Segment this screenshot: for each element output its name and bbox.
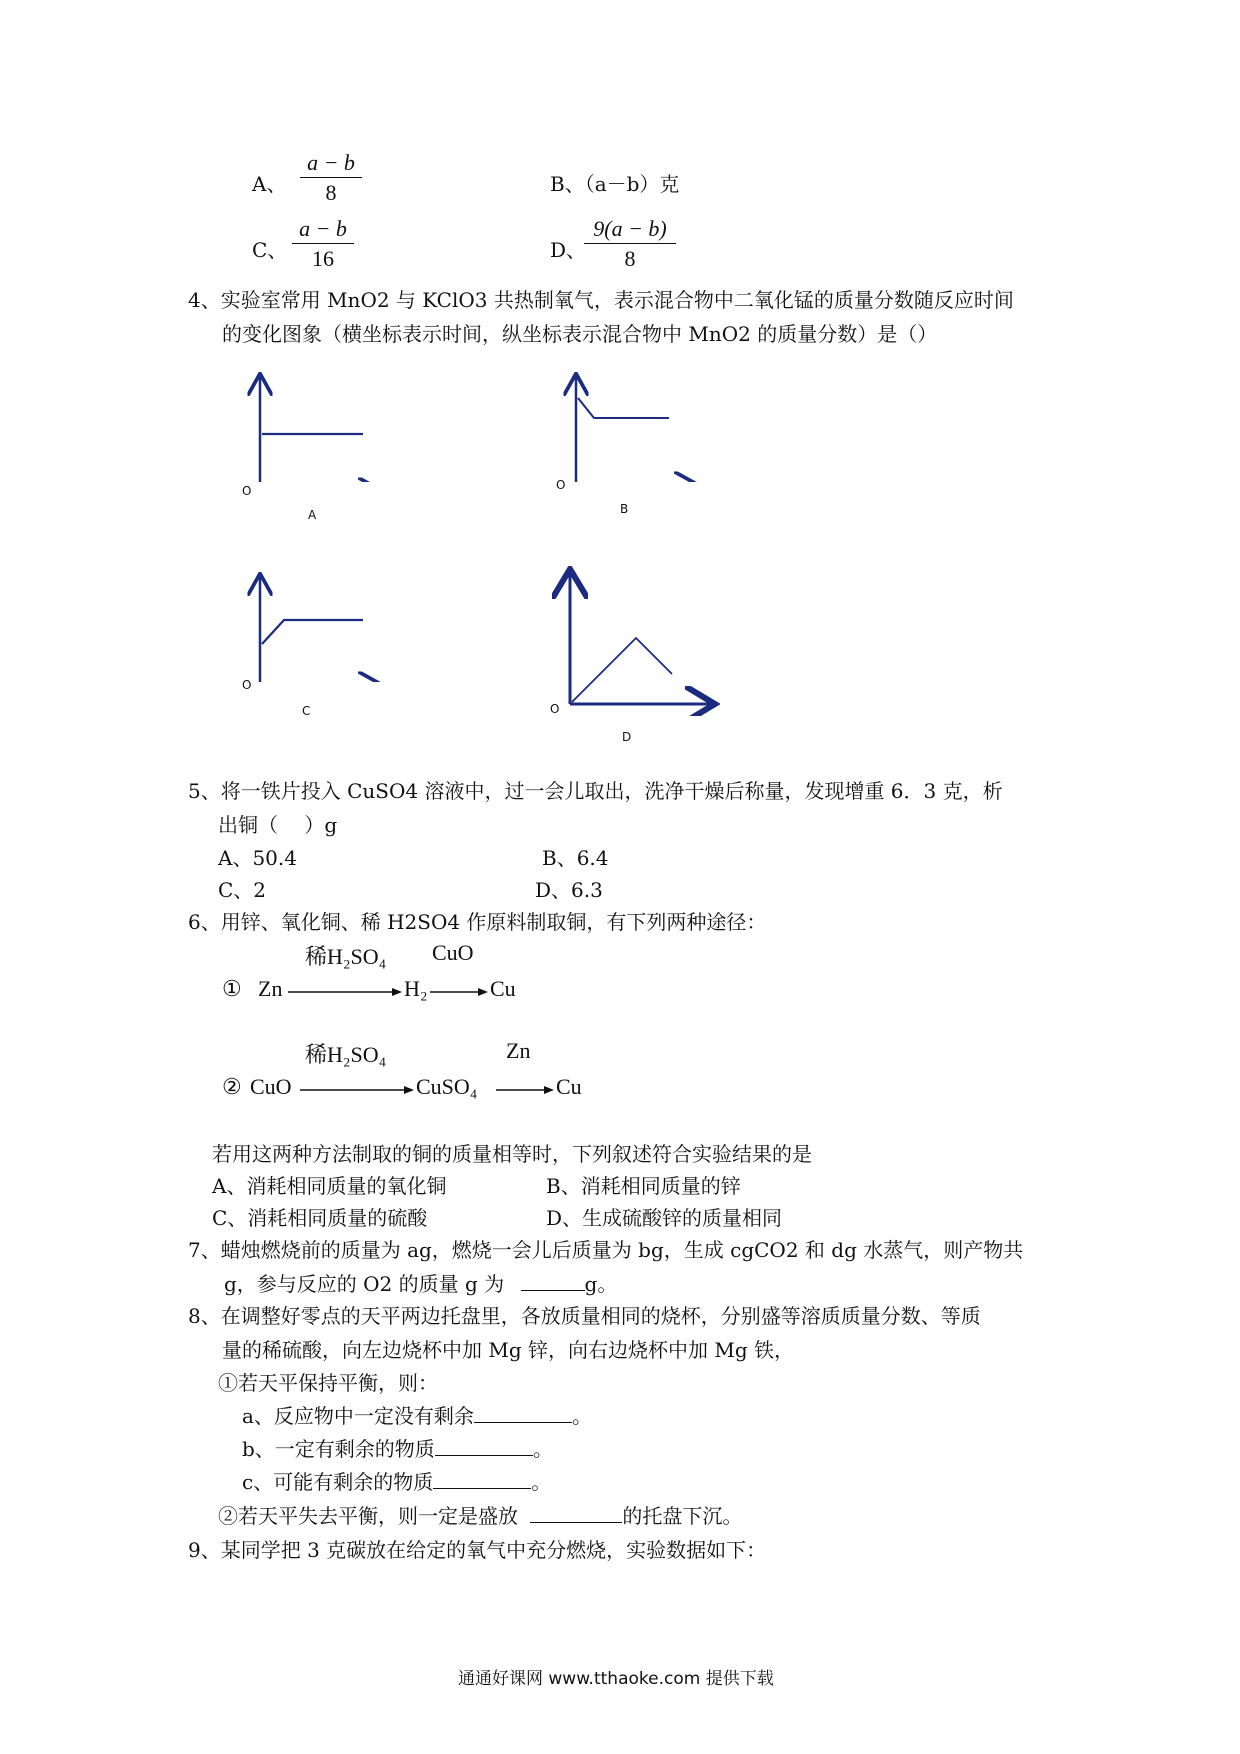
route2-mid: CuSO₄ <box>416 1074 478 1099</box>
graph-d-label: D <box>622 730 632 744</box>
q8-blank-c[interactable] <box>433 1470 531 1489</box>
graph-b-label: B <box>620 502 629 516</box>
fraction-bar <box>292 243 354 244</box>
q5-line1: 5、将一铁片投入 CuSO4 溶液中，过一会儿取出，洗净干燥后称量，发现增重 6．3 克，析 <box>188 779 1003 803</box>
q6-stem: 若用这两种方法制取的铜的质量相等时，下列叙述符合实验结果的是 <box>212 1142 812 1166</box>
q8-sub2 <box>218 1500 742 1532</box>
graph-a-label: A <box>308 508 317 522</box>
q9-line1: 9、某同学把 3 克碳放在给定的氧气中充分燃烧，实验数据如下： <box>188 1538 767 1562</box>
q5-option-b: B、6.4 <box>542 846 609 870</box>
option-c-label: C、 <box>252 238 288 262</box>
q5-option-d: D、6.3 <box>535 878 603 902</box>
q7-line1: 7、蜡烛燃烧前的质量为 ag，燃烧一会儿后质量为 bg，生成 cgCO2 和 dg 水蒸气，则产物共 <box>188 1238 1024 1262</box>
q8-sub2-text: ②若天平失去平衡，则一定是盛放 <box>218 1504 518 1528</box>
q4-line1: 4、实验室常用 MnO2 与 KClO3 共热制氧气，表示混合物中二氧化锰的质量分数随反应时间 <box>188 288 1014 312</box>
q8-line1: 8、在调整好零点的天平两边托盘里，各放质量相同的烧杯，分别盛等溶质质量分数、等质 <box>188 1304 981 1328</box>
option-d-label: D、 <box>550 238 587 262</box>
q8-item-b <box>242 1433 553 1465</box>
q8-item-a-text: a、反应物中一定没有剩余 <box>242 1404 474 1428</box>
q8-item-a <box>242 1400 592 1432</box>
route1-mid: H₂ <box>404 976 428 1001</box>
q4-line2: 的变化图象（横坐标表示时间，纵坐标表示混合物中 MnO2 的质量分数）是（） <box>222 322 938 346</box>
route2-number: ② <box>222 1074 242 1099</box>
graph-c-label: C <box>302 704 311 718</box>
q8-line2: 量的稀硫酸，向左边烧杯中加 Mg 锌，向右边烧杯中加 Mg 铁， <box>222 1338 794 1362</box>
graph-c-origin: O <box>242 678 252 692</box>
option-b: B、（a－b）克 <box>550 172 680 196</box>
q8-item-b-period: 。 <box>532 1437 553 1461</box>
curve <box>262 620 363 644</box>
graph-a <box>236 372 386 482</box>
option-a-fraction <box>300 150 362 206</box>
q6-option-a: A、消耗相同质量的氧化铜 <box>212 1174 447 1198</box>
q6-option-c: C、消耗相同质量的硫酸 <box>212 1206 428 1230</box>
route2-reagent2: Zn <box>506 1038 531 1063</box>
graph-a-origin: O <box>242 484 252 498</box>
q5-line2: 出铜（ ）g <box>218 813 338 837</box>
q8-blank-sub2[interactable] <box>530 1504 622 1523</box>
option-a-label: A、 <box>252 172 287 196</box>
fraction-bar <box>584 243 676 244</box>
route2-arrow1 <box>300 1078 420 1102</box>
route2-arrow2 <box>496 1078 556 1102</box>
q8-blank-b[interactable] <box>435 1437 533 1456</box>
option-d-fraction <box>584 216 676 272</box>
route1-reagent2: CuO <box>432 940 474 965</box>
graph-d-origin: O <box>550 702 560 716</box>
q6-line1: 6、用锌、氧化铜、稀 H2SO4 作原料制取铜，有下列两种途径： <box>188 910 767 934</box>
q8-item-c-text: c、可能有剩余的物质 <box>242 1470 434 1494</box>
curve <box>578 398 669 418</box>
q8-item-c <box>242 1466 551 1498</box>
q6-option-b: B、消耗相同质量的锌 <box>546 1174 741 1198</box>
route1-end: Cu <box>490 976 516 1001</box>
graph-b <box>552 372 702 482</box>
fraction-denominator: 8 <box>624 246 636 271</box>
route1-arrow1 <box>288 980 408 1004</box>
fraction-numerator: a − b <box>307 150 355 175</box>
q7-line2-text: g，参与反应的 O2 的质量 g 为 <box>224 1272 505 1296</box>
q5-option-a: A、50.4 <box>218 846 297 870</box>
q6-option-d: D、生成硫酸锌的质量相同 <box>546 1206 783 1230</box>
q7-blank[interactable] <box>521 1272 585 1291</box>
q8-item-c-period: 。 <box>531 1470 552 1494</box>
route1-reagent1: 稀H₂SO₄ <box>305 944 387 969</box>
q8-sub1: ①若天平保持平衡，则： <box>218 1371 438 1395</box>
curve <box>572 638 672 702</box>
graph-b-origin: O <box>556 478 566 492</box>
q7-line2 <box>224 1268 617 1300</box>
route2-reagent1: 稀H₂SO₄ <box>305 1042 387 1067</box>
graph-d <box>550 566 720 716</box>
fraction-numerator: a − b <box>299 216 347 241</box>
fraction-numerator: 9(a − b) <box>593 216 667 241</box>
route1-number: ① <box>222 976 242 1001</box>
q8-sub2-end: 的托盘下沉。 <box>622 1504 743 1528</box>
fraction-bar <box>300 177 362 178</box>
q8-item-a-period: 。 <box>571 1404 592 1428</box>
fraction-denominator: 16 <box>312 246 334 271</box>
graph-c <box>236 572 386 682</box>
route1-arrow2 <box>430 980 490 1004</box>
q8-item-b-text: b、一定有剩余的物质 <box>242 1437 435 1461</box>
route2-start: CuO <box>250 1074 292 1099</box>
option-c-fraction <box>292 216 354 272</box>
q5-option-c: C、2 <box>218 878 267 902</box>
route2-end: Cu <box>556 1074 582 1099</box>
q7-line2-end: g。 <box>584 1272 618 1296</box>
page-footer: 通通好课网 www.tthaoke.com 提供下载 <box>458 1669 774 1689</box>
route1-start: Zn <box>258 976 283 1001</box>
fraction-denominator: 8 <box>325 180 337 205</box>
q8-blank-a[interactable] <box>474 1404 572 1423</box>
